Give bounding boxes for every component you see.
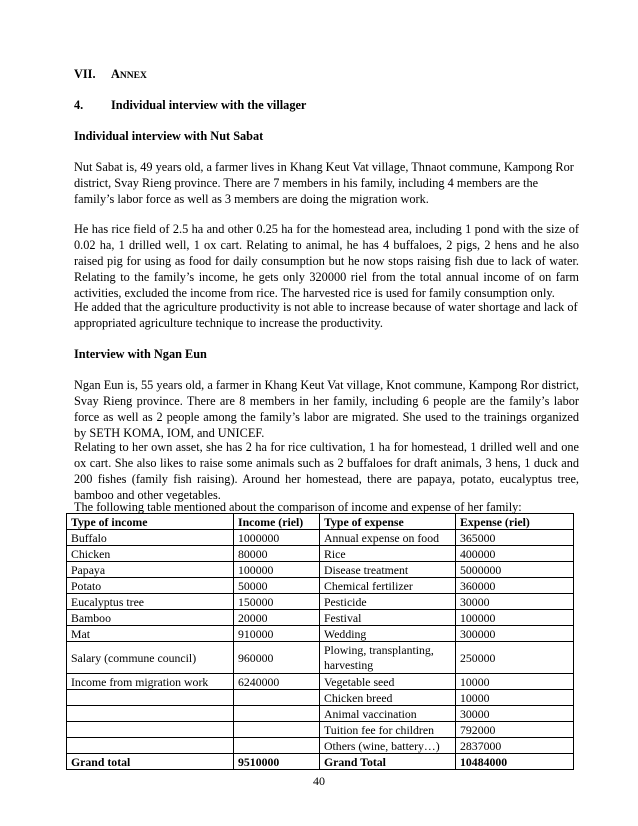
interview1-paragraph-3: He added that the agriculture productivity is not able to increase because of water shortage and lack of appropriated agriculture technique to increase the productivity.: [74, 300, 578, 330]
income-amount-cell: 6240000: [234, 674, 320, 690]
expense-amount-cell: 400000: [456, 546, 574, 562]
income-amount-cell: 150000: [234, 594, 320, 610]
income-amount-cell: 1000000: [234, 530, 320, 546]
interview2-paragraph-1: Ngan Eun is, 55 years old, a farmer in Khang Keut Vat village, Knot commune, Kampong Ror district, Svay Rieng province. There are 8 members in her family, including 6 people are the family’s labor force as well as 2 people among the family’s labor are migrated. She used to the trainings organized by SETH KOMA, IOM, and UNICEF.: [74, 378, 579, 440]
table-row: [67, 690, 574, 706]
annex-title-initial: A: [111, 67, 120, 81]
income-type-cell: Eucalyptus tree: [67, 594, 234, 610]
income-amount-cell: 80000: [234, 546, 320, 562]
income-type-cell: Potato: [67, 578, 234, 594]
income-expense-table: [66, 513, 574, 770]
section-number: 4.: [74, 98, 84, 112]
income-amount-cell: [234, 738, 320, 754]
header-expense-amount: Expense (riel): [456, 514, 574, 530]
expense-amount-cell: 10000: [456, 690, 574, 706]
income-type-cell: Mat: [67, 626, 234, 642]
expense-type-cell: Chemical fertilizer: [320, 578, 456, 594]
income-amount-cell: [234, 690, 320, 706]
expense-amount-cell: 5000000: [456, 562, 574, 578]
expense-amount-cell: 100000: [456, 610, 574, 626]
table-row: [67, 594, 574, 610]
income-amount-cell: 100000: [234, 562, 320, 578]
interview1-paragraph-1: Nut Sabat is, 49 years old, a farmer lives in Khang Keut Vat village, Thnaot commune, Kampong Ror district, Svay Rieng province. There are 7 members in his family, including 4 members are the family’s labor force as well as 3 members are doing the migration work.: [74, 160, 574, 206]
income-type-cell: Papaya: [67, 562, 234, 578]
expense-type-cell: Animal vaccination: [320, 706, 456, 722]
table-row: [67, 546, 574, 562]
income-type-cell: [67, 738, 234, 754]
table-row: [67, 642, 574, 674]
interview1-heading: Individual interview with Nut Sabat: [74, 129, 264, 143]
income-amount-cell: 20000: [234, 610, 320, 626]
expense-type-cell: Rice: [320, 546, 456, 562]
expense-type-cell: Tuition fee for children: [320, 722, 456, 738]
income-amount-cell: 960000: [234, 642, 320, 674]
income-type-cell: [67, 722, 234, 738]
table-row: [67, 722, 574, 738]
income-type-cell: Bamboo: [67, 610, 234, 626]
table-header-row: [67, 514, 574, 530]
expense-amount-cell: 2837000: [456, 738, 574, 754]
header-income-amount: Income (riel): [234, 514, 320, 530]
total-expense-amount: 10484000: [456, 754, 574, 770]
income-type-cell: [67, 690, 234, 706]
table-row: [67, 578, 574, 594]
income-amount-cell: 910000: [234, 626, 320, 642]
expense-type-cell: Disease treatment: [320, 562, 456, 578]
expense-amount-cell: 10000: [456, 674, 574, 690]
interview2-paragraph-2: Relating to her own asset, she has 2 ha for rice cultivation, 1 ha for homestead, 1 drilled well and one ox cart. She also likes to raise some animals such as 2 buffaloes for draft animals, 3 hens, 1 duck and 200 fishes (family fish raising). Around her homestead, there are papaya, potato, eucalyptus tree, bamboo and other vegetables.: [74, 440, 579, 502]
expense-type-cell: Vegetable seed: [320, 674, 456, 690]
table-intro: The following table mentioned about the comparison of income and expense of her family:: [74, 500, 522, 514]
annex-title-rest: NNEX: [119, 71, 147, 81]
expense-amount-cell: 792000: [456, 722, 574, 738]
table-row: [67, 626, 574, 642]
table-row: [67, 674, 574, 690]
income-type-cell: Income from migration work: [67, 674, 234, 690]
expense-amount-cell: 30000: [456, 594, 574, 610]
expense-type-cell: Pesticide: [320, 594, 456, 610]
table-total-row: [67, 754, 574, 770]
expense-type-cell: Chicken breed: [320, 690, 456, 706]
expense-type-cell: Plowing, transplanting, harvesting: [320, 642, 456, 674]
income-amount-cell: [234, 706, 320, 722]
expense-type-cell: Others (wine, battery…): [320, 738, 456, 754]
annex-number: VII.: [74, 67, 96, 81]
income-amount-cell: 50000: [234, 578, 320, 594]
expense-type-cell: Wedding: [320, 626, 456, 642]
header-income-type: Type of income: [67, 514, 234, 530]
section-title: Individual interview with the villager: [111, 98, 307, 112]
expense-amount-cell: 300000: [456, 626, 574, 642]
income-type-cell: Chicken: [67, 546, 234, 562]
page-number: 40: [313, 774, 325, 788]
expense-type-cell: Festival: [320, 610, 456, 626]
income-amount-cell: [234, 722, 320, 738]
total-income-label: Grand total: [67, 754, 234, 770]
header-expense-type: Type of expense: [320, 514, 456, 530]
table-row: [67, 738, 574, 754]
section-heading: [74, 98, 306, 113]
interview1-paragraph-2: He has rice field of 2.5 ha and other 0.25 ha for the homestead area, including 1 pond with the size of 0.02 ha, 1 drilled well, 1 ox cart. Relating to animal, he has 4 buffaloes, 2 pigs, 2 hens and he also raised pig for using as food for daily consumption but he now stops raising fish due to lack of water. Relating to the family’s income, he gets only 320000 riel from the total annual income of on farm activities, excluded the income from rice. The harvested rice is used for family consumption only.: [74, 222, 579, 300]
annex-heading: [74, 67, 147, 82]
income-type-cell: Buffalo: [67, 530, 234, 546]
total-income-amount: 9510000: [234, 754, 320, 770]
income-type-cell: [67, 706, 234, 722]
expense-amount-cell: 30000: [456, 706, 574, 722]
expense-type-cell: Annual expense on food: [320, 530, 456, 546]
income-type-cell: Salary (commune council): [67, 642, 234, 674]
expense-amount-cell: 250000: [456, 642, 574, 674]
total-expense-label: Grand Total: [320, 754, 456, 770]
table-row: [67, 530, 574, 546]
expense-amount-cell: 365000: [456, 530, 574, 546]
interview2-heading: Interview with Ngan Eun: [74, 347, 207, 361]
expense-amount-cell: 360000: [456, 578, 574, 594]
table-row: [67, 610, 574, 626]
table-row: [67, 706, 574, 722]
table-row: [67, 562, 574, 578]
